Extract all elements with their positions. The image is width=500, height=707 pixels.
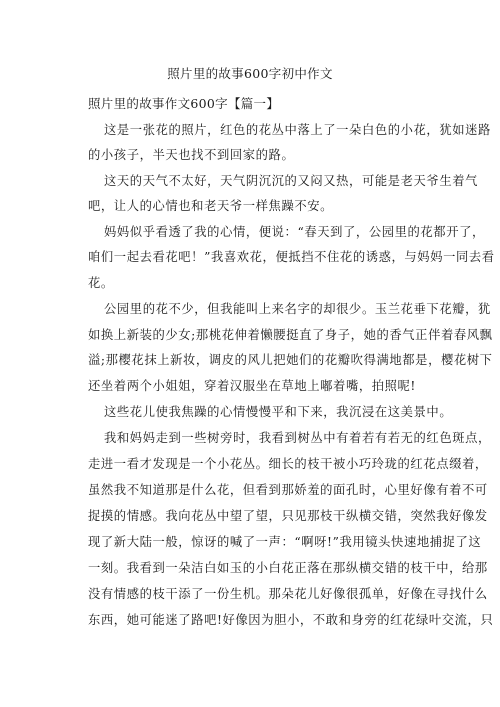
paragraph-line: 捉摸的情感。我向花丛中望了望，只见那枝干纵横交错，突然我好像发 xyxy=(88,509,488,523)
paragraph-line: 还坐着两个小姐姐，穿着汉服坐在草地上嘟着嘴，拍照呢! xyxy=(88,379,416,393)
document-title: 照片里的故事600字初中作文 xyxy=(167,66,333,81)
paragraph-line: 咱们一起去看花吧！”我喜欢花，便抵挡不住花的诱惑，与妈妈一同去看 xyxy=(88,250,495,264)
paragraph-line: 走进一看才发现是一个小花丛。细长的枝干被小巧玲珑的红花点缀着， xyxy=(88,457,488,471)
paragraph-line: 的小孩子，半天也找不到回家的路。 xyxy=(88,148,295,162)
paragraph-line: 这天的天气不太好，天气阴沉沉的又闷又热，可能是老天爷生着气 xyxy=(104,174,479,188)
paragraph-line: 虽然我不知道那是什么花，但看到那娇羞的面孔时，心里好像有着不可 xyxy=(88,483,488,497)
paragraph-line: 现了新大陆一般，惊讶的喊了一声：“啊呀!”我用镜头快速地捕捉了这 xyxy=(88,535,482,549)
paragraph-line: 花。 xyxy=(88,276,114,290)
paragraph-line: 吧，让人的心情也和老天爷一样焦躁不安。 xyxy=(88,199,334,213)
paragraph-line: 这些花儿使我焦躁的心情慢慢平和下来，我沉浸在这美景中。 xyxy=(104,405,453,419)
paragraph-line: 公园里的花不少，但我能叫上来名字的却很少。玉兰花垂下花瓣，犹 xyxy=(104,302,491,316)
paragraph-line: 妈妈似乎看透了我的心情，便说：“春天到了，公园里的花都开了， xyxy=(104,225,485,239)
paragraph-line: 一刻。我看到一朵洁白如玉的小白花正落在那纵横交错的枝干中，给那 xyxy=(88,561,488,575)
paragraph-line: 我和妈妈走到一些树旁时，我看到树丛中有着若有若无的红色斑点， xyxy=(104,431,491,445)
paragraph-line: 如换上新装的少女;那桃花伸着懒腰挺直了身子，她的香气正伴着春风飘 xyxy=(88,328,493,342)
paragraph-line: 溢;那樱花抹上新妆，调皮的风儿把她们的花瓣吹得满地都是，樱花树下 xyxy=(88,353,493,367)
paragraph-line: 东西，她可能迷了路吧!好像因为胆小，不敢和身旁的红花绿叶交流，只 xyxy=(88,613,494,627)
section-heading: 照片里的故事作文600字【篇一】 xyxy=(88,96,280,111)
paragraph-line: 没有情感的枝干添了一份生机。那朵花儿好像很孤单，好像在寻找什么 xyxy=(88,587,488,601)
paragraph-line: 这是一张花的照片，红色的花丛中落上了一朵白色的小花，犹如迷路 xyxy=(104,123,491,137)
